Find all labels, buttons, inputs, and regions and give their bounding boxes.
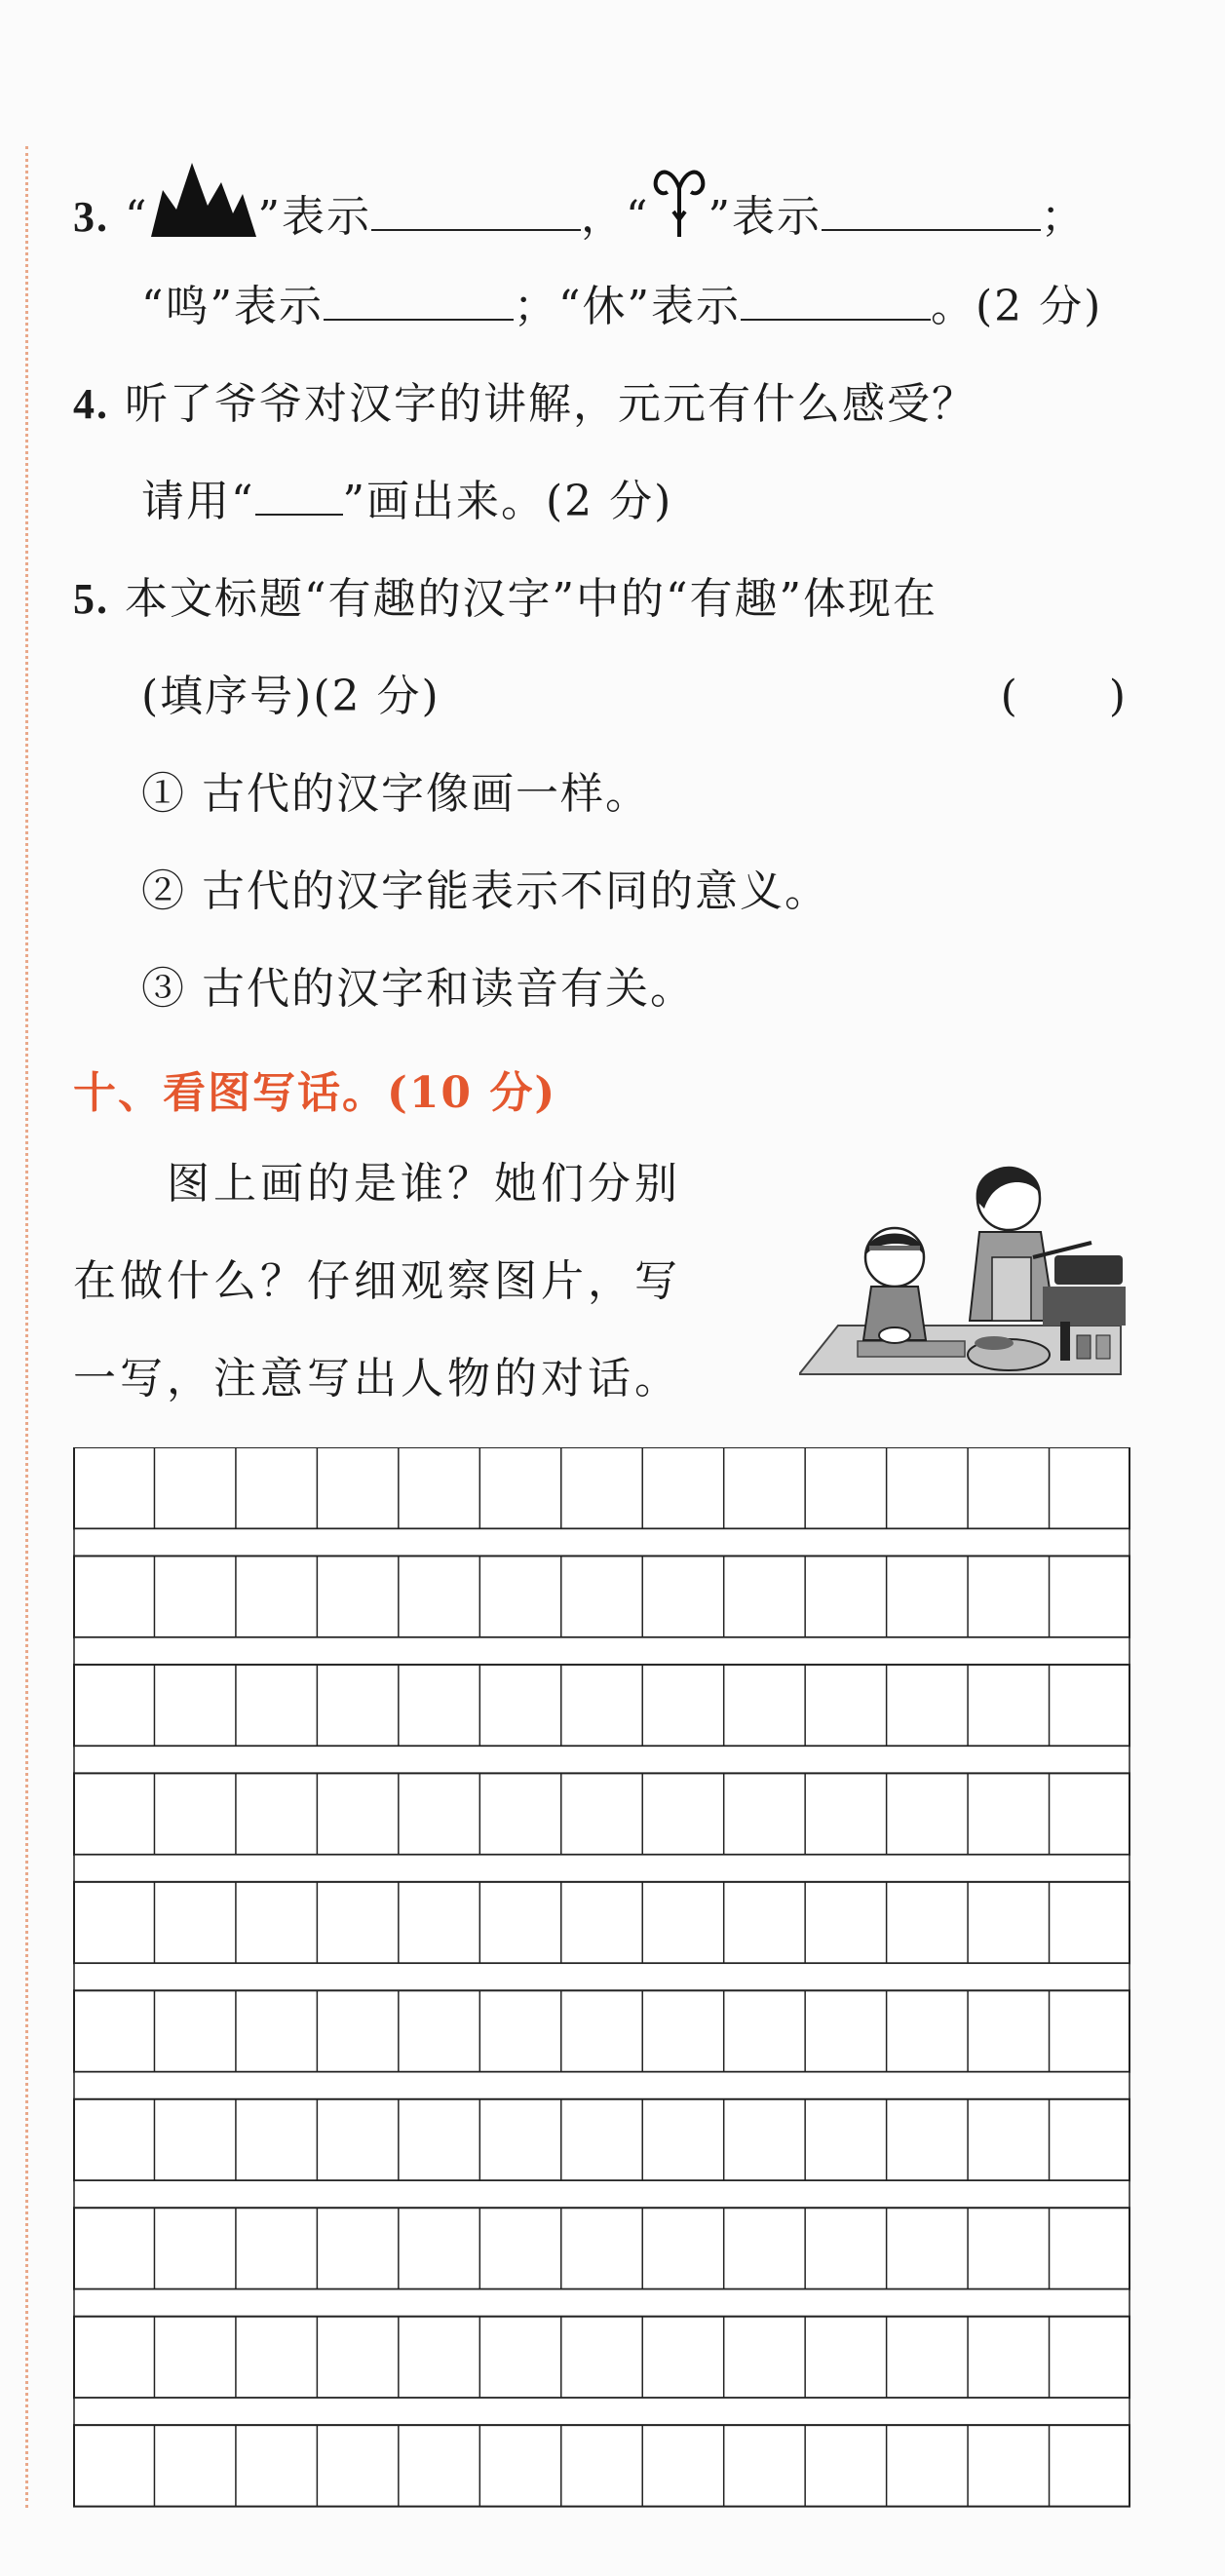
grid-row[interactable] [74, 1665, 1129, 1746]
grid-row[interactable] [74, 2317, 1129, 2398]
section-10-para-1: 图上画的是谁？她们分别 [73, 1159, 681, 1209]
q4-line1 [73, 375, 976, 434]
q3-text-e: “鸣”表示 [141, 282, 324, 331]
cooking-illustration [799, 1150, 1130, 1388]
q3-text-c: ”表示 [708, 192, 822, 242]
q5-option-2[interactable]: ② 古代的汉字能表示不同的意义。 [141, 866, 829, 916]
q3-text-g: 。(2 分) [931, 282, 1103, 331]
grid-row[interactable] [74, 1773, 1129, 1854]
grid-row-gap [74, 2289, 1129, 2317]
q4-text-a: 请用“ [141, 477, 255, 526]
q3-line2 [141, 278, 1102, 336]
grid-row[interactable] [74, 1447, 1129, 1528]
grid-row-gap [74, 1855, 1129, 1882]
water-pictograph-icon [650, 161, 708, 254]
q5-text-b: (填序号)(2 分) [141, 672, 440, 721]
q5-line2 [141, 668, 1128, 726]
q3-text-f: ；“休”表示 [514, 282, 741, 331]
q3-blank-4[interactable] [741, 280, 931, 321]
grid-row[interactable] [74, 1990, 1129, 2071]
quote-open: “ [125, 192, 149, 242]
q4-blank[interactable] [255, 475, 343, 516]
q3-text-a: ”表示 [257, 192, 371, 242]
q4-text-b: ”画出来。(2 分) [342, 477, 673, 526]
q4-line2 [141, 473, 672, 531]
grid-row-gap [74, 2072, 1129, 2099]
q5-line1 [73, 570, 938, 629]
section-10-para-2: 在做什么？仔细观察图片，写 [73, 1256, 681, 1306]
grid-row-gap [74, 1528, 1129, 1556]
section-10-title: 十、看图写话。(10 分) [73, 1068, 557, 1118]
margin-dotted-line [25, 146, 28, 2508]
q5-text: 本文标题“有趣的汉字”中的“有趣”体现在 [125, 574, 938, 624]
grid-row[interactable] [74, 2208, 1129, 2288]
q3-blank-2[interactable] [822, 190, 1041, 231]
grid-row[interactable] [74, 1882, 1129, 1963]
grid-row-gap [74, 2398, 1129, 2425]
grid-row[interactable] [74, 2425, 1129, 2506]
q5-answer-paren[interactable]: ( ) [1000, 672, 1128, 721]
grid-row[interactable] [74, 2099, 1129, 2180]
q3-text-d: ； [1041, 192, 1086, 242]
q4-text: 听了爷爷对汉字的讲解，元元有什么感受？ [125, 379, 976, 429]
writing-grid[interactable] [73, 1447, 1130, 2513]
grid-row-gap [74, 1637, 1129, 1665]
q5-option-1[interactable]: ① 古代的汉字像画一样。 [141, 769, 650, 819]
q3-line1 [73, 161, 1086, 254]
q4-number: 4. [73, 380, 109, 428]
grid-row-gap [74, 1963, 1129, 1990]
grid-row-gap [74, 2180, 1129, 2208]
q5-option-3[interactable]: ③ 古代的汉字和读音有关。 [141, 964, 695, 1014]
q5-number: 5. [73, 575, 109, 623]
section-10-para-3: 一写，注意写出人物的对话。 [73, 1354, 681, 1403]
q3-text-b: ，“ [581, 192, 650, 242]
grid-row-gap [74, 1746, 1129, 1773]
q3-blank-3[interactable] [324, 280, 514, 321]
q3-number: 3. [73, 193, 109, 241]
grid-row[interactable] [74, 1556, 1129, 1636]
mountain-pictograph-icon [149, 161, 258, 254]
q3-blank-1[interactable] [371, 190, 581, 231]
